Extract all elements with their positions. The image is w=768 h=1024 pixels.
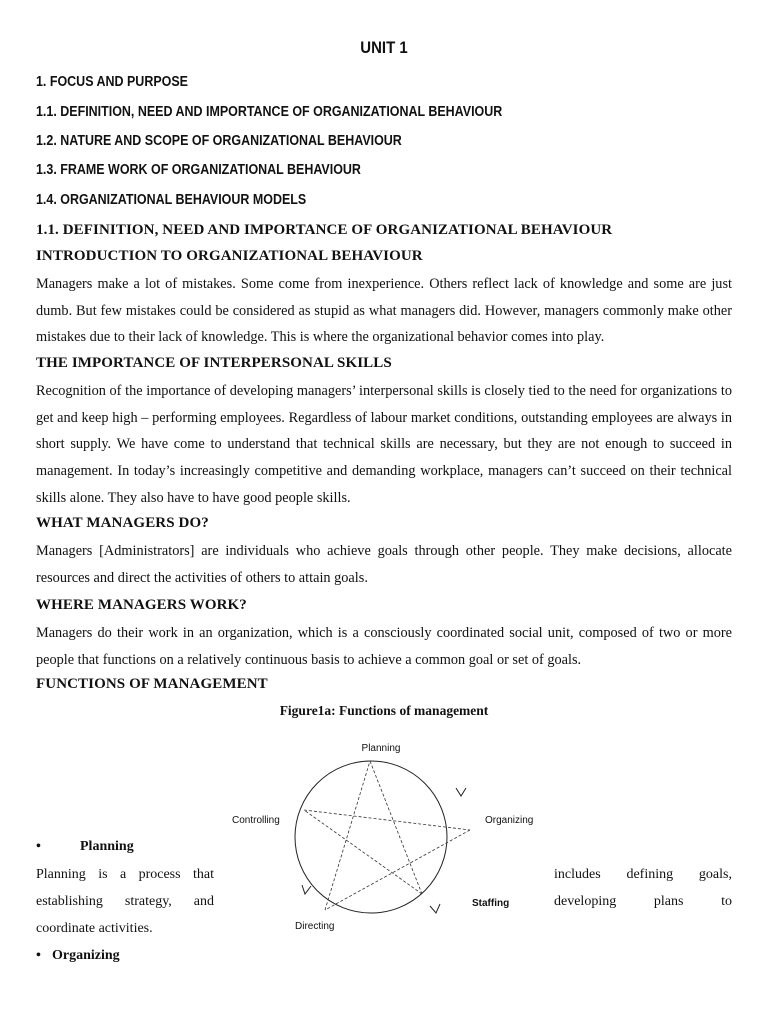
intro-paragraph: Managers make a lot of mistakes. Some come from inexperience. Others reflect lack of knowledge and some are just dumb. But few mistakes could be considered as stupid as what managers did. However, managers commonly make other mistakes due to their lack of knowledge. This is where the organizational behavior comes into play.: [36, 276, 732, 346]
bullet-organizing-title: Organizing: [52, 948, 120, 963]
figure-caption: Figure1a: Functions of management: [279, 703, 489, 718]
toc-item-nature: 1.2. NATURE AND SCOPE OF ORGANIZATIONAL BEHAVIOUR: [36, 133, 402, 149]
planning-text-left: [36, 861, 214, 942]
functions-diagram: [220, 736, 560, 936]
where-managers-work-paragraph: Managers do their work in an organization, which is a consciously coordinated social unit, composed of two or more people that functions on a relatively continuous basis to achieve a common goal or set of goals.: [36, 625, 732, 668]
functions-heading: FUNCTIONS OF MANAGEMENT: [36, 676, 268, 692]
planning-text-right: [554, 861, 732, 915]
label-organizing: Organizing: [485, 815, 534, 826]
arrow-head-icon: [302, 885, 311, 894]
interpersonal-heading: THE IMPORTANCE OF INTERPERSONAL SKILLS: [36, 355, 392, 371]
arrow-head-icon: [430, 904, 440, 913]
star-line-staffing-controlling: [304, 810, 422, 894]
what-managers-do-heading: WHAT MANAGERS DO?: [36, 515, 209, 531]
bullet-organizing: [36, 948, 120, 964]
bullet-planning-title: Planning: [80, 839, 134, 854]
cycle-circle: [295, 761, 447, 913]
planning-left-line: establishing strategy, and: [36, 894, 214, 909]
toc-item-focus: 1. FOCUS AND PURPOSE: [36, 74, 188, 90]
label-planning: Planning: [361, 743, 401, 754]
label-directing: Directing: [295, 921, 335, 932]
intro-heading: INTRODUCTION TO ORGANIZATIONAL BEHAVIOUR: [36, 248, 423, 264]
interpersonal-paragraph: Recognition of the importance of developing managers’ interpersonal skills is closely tied to the need for organizations to get and keep high – performing employees. Regardless of labour market conditions, outstanding employees are always in short supply. We have come to understand that technical skills are necessary, but they are not enough to succeed in management. In today’s increasingly competitive and demanding workplace, managers can’t succeed on their technical skills alone. They also have to have good people skills.: [36, 383, 732, 506]
cycle-arrows: [302, 788, 466, 913]
star-line-organizing-directing: [325, 830, 470, 910]
bullet-planning: [36, 839, 134, 855]
section-heading: 1.1. DEFINITION, NEED AND IMPORTANCE OF ORGANIZATIONAL BEHAVIOUR: [36, 222, 613, 238]
unit-title: UNIT 1: [360, 38, 408, 57]
toc-item-framework: 1.3. FRAME WORK OF ORGANIZATIONAL BEHAVIOUR: [36, 162, 361, 178]
arrow-head-icon: [456, 788, 466, 796]
bullet-icon: •: [36, 839, 41, 854]
star-line-directing-planning: [325, 761, 370, 910]
label-staffing: Staffing: [472, 898, 510, 909]
toc-item-definition: 1.1. DEFINITION, NEED AND IMPORTANCE OF ORGANIZATIONAL BEHAVIOUR: [36, 104, 503, 120]
what-managers-do-paragraph: Managers [Administrators] are individuals who achieve goals through other people. They make decisions, allocate resources and direct the activities of others to attain goals.: [36, 543, 732, 586]
planning-right-line: includes defining goals,: [554, 867, 732, 882]
star-line-planning-staffing: [370, 761, 422, 894]
where-managers-work-heading: WHERE MANAGERS WORK?: [36, 597, 247, 613]
toc-item-models: 1.4. ORGANIZATIONAL BEHAVIOUR MODELS: [36, 192, 307, 208]
label-controlling: Controlling: [232, 815, 280, 826]
planning-left-line: Planning is a process that: [36, 867, 214, 882]
pentagram-lines: [304, 761, 470, 910]
planning-right-line: developing plans to: [554, 894, 732, 909]
bullet-icon: •: [36, 948, 41, 963]
planning-left-line: coordinate activities.: [36, 921, 153, 936]
